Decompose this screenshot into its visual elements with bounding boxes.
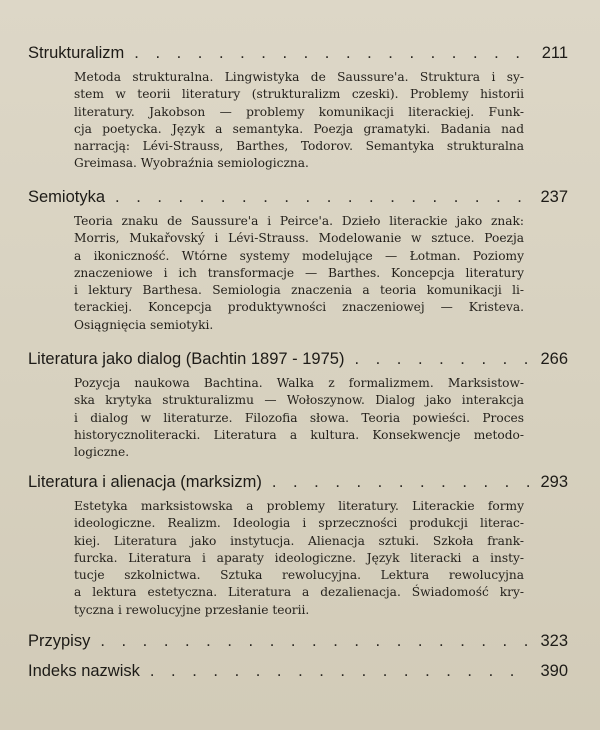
chapter-page-number: 211 [541,44,568,62]
entry-title: Przypisy [28,632,91,650]
summary-line: logiczne. [74,445,130,460]
summary-line: historycznoliteracki. Literatura a kultura. Konsekwencje metodo- [74,427,524,442]
summary-line: kiej. Literatura jako instytucja. Alienacja sztuki. Szkoła frank- [74,533,524,548]
toc-entry-indeks-nazwisk [28,662,568,681]
entry-heading [28,662,568,681]
chapter-title: Literatura i alienacja (marksizm) [28,473,262,491]
chapter-summary [74,213,524,334]
chapter-summary [74,375,524,461]
dot-leader [354,350,530,369]
toc-chapter-literatura-i-alienacja [28,473,568,619]
summary-line: Pozycja naukowa Bachtina. Walka z formalizmem. Marksistow- [74,376,524,390]
chapter-heading [28,350,568,369]
summary-line: furcka. Literatura i aparaty ideologiczne. Język literacki a insty- [74,550,524,565]
summary-line: i dialog w literaturze. Filozofia słowa. Teoria powieści. Proces [74,410,524,425]
toc-chapter-literatura-jako-dialog [28,350,568,461]
chapter-summary [74,498,524,619]
chapter-page-number: 293 [540,473,568,491]
summary-line: Greimasa. Wyobraźnia semiologiczna. [74,156,309,171]
toc-chapter-semiotyka [28,188,568,334]
dot-leader [115,188,530,207]
summary-line: stem w teorii literatury (strukturalizm czeski). Problemy historii [74,87,524,102]
dot-leader [272,473,530,492]
toc-entry-przypisy [28,632,568,651]
entry-page-number: 323 [540,632,568,650]
summary-line: znaczeniowe i ich transformacje — Barthes. Koncepcja literatury [74,265,524,280]
summary-line: Morris, Mukařovský i Lévi-Strauss. Modelowanie w sztuce. Poezja [74,231,524,246]
chapter-heading [28,473,568,492]
chapter-summary [74,69,524,173]
summary-line: narracją: Lévi-Strauss, Barthes, Todorov. Semantyka strukturalna [74,139,524,154]
summary-line: tyczna i rewolucyjne przesłanie teorii. [74,602,310,617]
summary-line: Teoria znaku de Saussure'a i Peirce'a. Dzieło literackie jako znak: [74,214,524,228]
summary-line: a lektura estetyczna. Literatura a dezalienacja. Świadomość kry- [74,585,524,600]
entry-title: Indeks nazwisk [28,662,140,680]
summary-line: ideologiczne. Realizm. Ideologia i sprzeczności produkcji literac- [74,516,524,531]
chapter-page-number: 266 [540,350,568,368]
chapter-title: Literatura jako dialog (Bachtin 1897 - 1975) [28,350,345,368]
summary-line: Estetyka marksistowska a problemy literatury. Literackie formy [74,499,524,513]
summary-line: i lektury Barthesa. Semiologia znaczenia a teoria komunikacji li- [74,283,524,298]
toc-chapter-strukturalizm [28,44,568,173]
summary-line: Osiągnięcia semiotyki. [74,317,214,332]
summary-line: cja poetycka. Język a semantyka. Poezja gramatyki. Badania nad [74,121,524,136]
dot-leader [134,44,530,63]
entry-heading [28,632,568,651]
chapter-title: Strukturalizm [28,44,125,62]
summary-line: a ikoniczność. Wtórne systemy modelujące — Łotman. Poziomy [74,248,524,263]
summary-line: ska krytyka strukturalizmu — Wołoszynow. Dialog jako interakcja [74,393,524,408]
chapter-page-number: 237 [540,188,568,206]
summary-line: tucje szkolnictwa. Sztuka rewolucyjna. Lektura rewolucyjna [74,568,524,583]
chapter-heading [28,44,568,63]
chapter-title: Semiotyka [28,188,106,206]
dot-leader [100,632,530,651]
summary-line: Metoda strukturalna. Lingwistyka de Saussure'a. Struktura i sy- [74,70,524,84]
summary-line: terackiej. Koncepcja produktywności znaczeniowej — Kristeva. [74,300,524,315]
dot-leader [150,662,530,681]
summary-line: literatury. Jakobson — problemy komunikacji literackiej. Funk- [74,104,524,119]
entry-page-number: 390 [540,662,568,680]
chapter-heading [28,188,568,207]
